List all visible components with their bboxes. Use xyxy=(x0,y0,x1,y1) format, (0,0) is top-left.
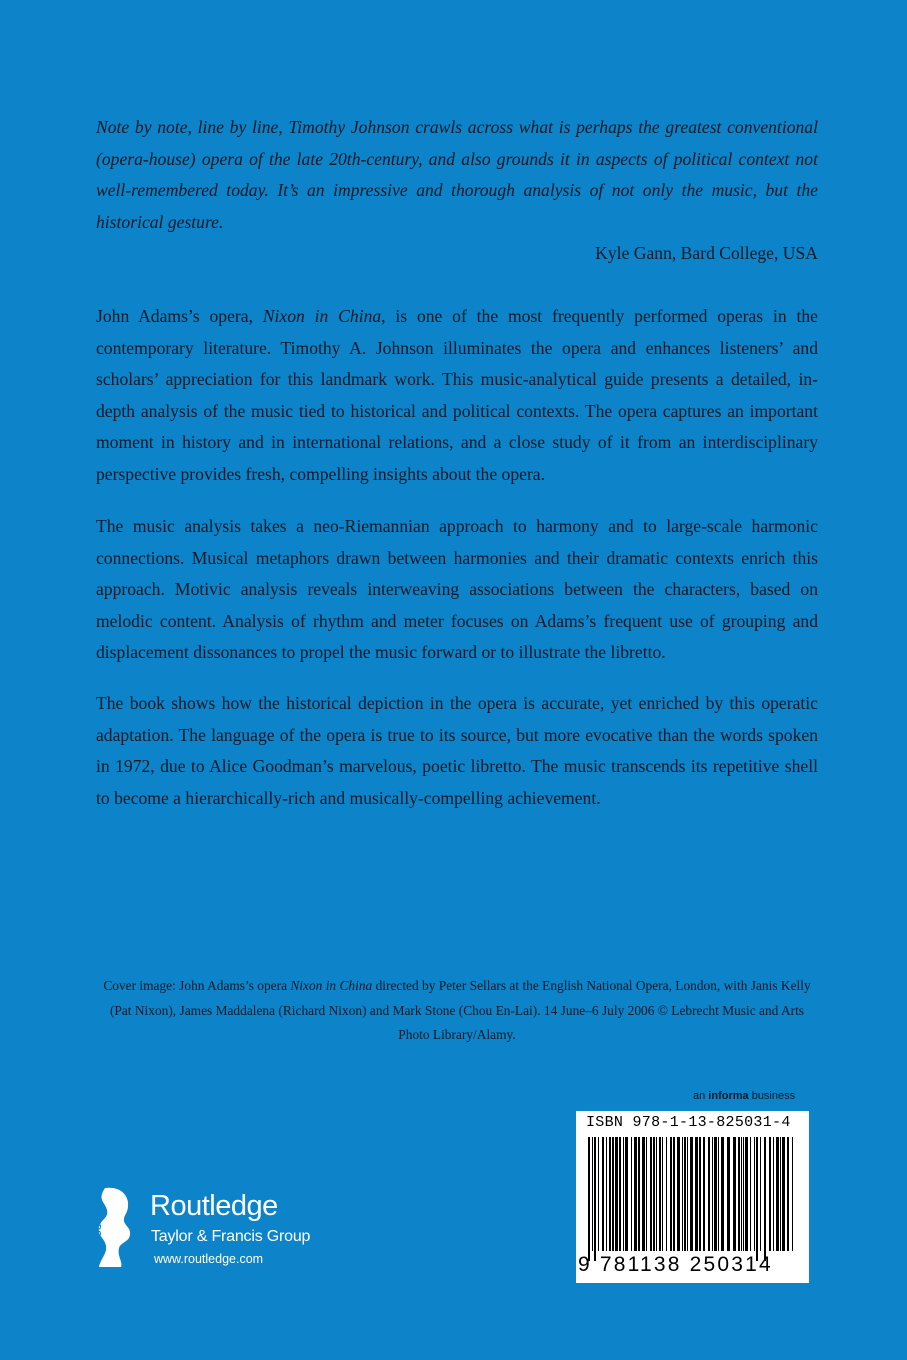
barcode-bar xyxy=(592,1137,593,1251)
barcode-bar xyxy=(631,1137,632,1251)
barcode-bar xyxy=(782,1137,785,1251)
barcode-bar xyxy=(642,1137,645,1251)
barcode-bar xyxy=(588,1137,590,1261)
informa-business-tag xyxy=(693,1090,795,1102)
isbn-number: ISBN 978-1-13-825031-4 xyxy=(586,1114,791,1131)
credit-text-end: directed by Peter Sellars at the English National Opera, London, with Janis Kelly (Pat Nixon), James Maddalena (Richard Nixon) and Mark Stone (Chou En-Lai). 14 June–6 July 2006 © Lebrecht Music and Arts Photo Library/Alamy. xyxy=(109,978,811,1042)
barcode-bar xyxy=(769,1137,771,1251)
barcode-bar xyxy=(776,1137,779,1251)
barcode-bar xyxy=(733,1137,736,1251)
barcode-bar xyxy=(756,1137,758,1261)
barcode-bar xyxy=(714,1137,717,1251)
barcode-bar xyxy=(703,1137,705,1251)
barcode-bar xyxy=(760,1137,761,1251)
p1-text-start: John Adams’s opera, xyxy=(96,306,263,326)
barcode-bar xyxy=(602,1137,604,1251)
review-quote: Note by note, line by line, Timothy Johnson crawls across what is perhaps the greatest conventional (opera-house) opera of the late 20th-century, and also grounds it in aspects of political context not well-remembered today. It’s an impressive and thorough analysis of not only the music, but the historical gesture. xyxy=(96,117,818,232)
barcode-bar xyxy=(699,1137,701,1251)
barcode-bar xyxy=(615,1137,618,1251)
routledge-logo xyxy=(89,1186,349,1276)
routledge-vertical-wordmark: ROUTLEDGE xyxy=(93,1189,103,1243)
barcode-bar xyxy=(682,1137,683,1251)
barcode-bar xyxy=(780,1137,781,1251)
barcode-bar xyxy=(712,1137,713,1251)
barcode-bar xyxy=(684,1137,686,1251)
barcode-bar xyxy=(708,1137,710,1251)
barcode-bar xyxy=(792,1137,793,1251)
barcode-bar xyxy=(687,1137,688,1251)
barcode-bar xyxy=(653,1137,655,1251)
ean-digits: 9 781138 250314 xyxy=(578,1253,773,1276)
barcode-bar xyxy=(718,1137,719,1251)
barcode-bars xyxy=(588,1137,798,1261)
cover-image-credit xyxy=(96,974,818,1048)
barcode-bar xyxy=(764,1137,766,1261)
isbn-barcode xyxy=(576,1111,809,1283)
barcode-bar xyxy=(638,1137,640,1251)
publisher-group: Taylor & Francis Group xyxy=(151,1228,311,1245)
barcode-bar xyxy=(594,1137,596,1261)
barcode-bar xyxy=(787,1137,789,1251)
barcode-bar xyxy=(662,1137,663,1251)
barcode-bar xyxy=(659,1137,661,1251)
barcode-bar xyxy=(741,1137,742,1251)
barcode-bar xyxy=(754,1137,755,1251)
barcode-bar xyxy=(609,1137,611,1251)
informa-prefix: an xyxy=(693,1090,709,1102)
routledge-head-icon xyxy=(89,1186,135,1268)
barcode-bar xyxy=(773,1137,774,1251)
barcode-bar xyxy=(619,1137,621,1251)
publisher-url: www.routledge.com xyxy=(154,1252,264,1266)
barcode-bar xyxy=(738,1137,740,1251)
p1-text-end: , is one of the most frequently performed operas in the contemporary literature. Timothy A. Johnson illuminates the opera and enhances listeners’ and scholars’ appreciation for this landmark work. This music-analytical guide presents a detailed, in-depth analysis of the music tied to historical and political contexts. The opera captures an important moment in history and in international relations, and a close study of it from an interdisciplinary perspective provides fresh, compelling insights about the opera. xyxy=(96,306,818,484)
barcode-bar xyxy=(634,1137,637,1251)
barcode-bar xyxy=(727,1137,730,1251)
barcode-bar xyxy=(745,1137,748,1251)
description-paragraph-2: The music analysis takes a neo-Riemannian approach to harmony and to large-scale harmonic connections. Musical metaphors drawn between harmonies and their dramatic contexts enrich this approach. Motivic analysis reveals interweaving associations between the characters, based on melodic content. Analysis of rhythm and meter focuses on Adams’s frequent use of grouping and displacement dissonances to propel the music forward or to illustrate the libretto. xyxy=(96,516,818,662)
informa-suffix: business xyxy=(748,1090,796,1102)
barcode-bar xyxy=(743,1137,744,1251)
barcode-bar xyxy=(612,1137,614,1251)
barcode-bar xyxy=(606,1137,607,1251)
informa-brand: informa xyxy=(708,1090,749,1102)
publisher-name: Routledge xyxy=(150,1190,278,1222)
barcode-bar xyxy=(625,1137,628,1251)
barcode-bar xyxy=(690,1137,693,1251)
review-attribution: Kyle Gann, Bard College, USA xyxy=(595,243,818,263)
barcode-bar xyxy=(623,1137,624,1251)
credit-opera-title: Nixon in China xyxy=(290,978,373,993)
barcode-bar xyxy=(656,1137,657,1251)
credit-text-start: Cover image: John Adams’s opera xyxy=(103,978,291,993)
description-paragraph-1 xyxy=(96,301,818,490)
barcode-bar xyxy=(666,1137,667,1251)
barcode-bar xyxy=(670,1137,672,1251)
barcode-bar xyxy=(598,1137,599,1251)
barcode-bar xyxy=(677,1137,680,1251)
barcode-bar xyxy=(721,1137,724,1251)
p1-opera-title: Nixon in China xyxy=(262,306,382,326)
barcode-bar xyxy=(695,1137,698,1251)
barcode-bar xyxy=(646,1137,647,1251)
barcode-bar xyxy=(650,1137,652,1251)
barcode-bar xyxy=(673,1137,675,1251)
description-paragraph-3: The book shows how the historical depiction in the opera is accurate, yet enriched by this operatic adaptation. The language of the opera is true to its source, but more evocative than the words spoken in 1972, due to Alice Goodman’s marvelous, poetic libretto. The music transcends its repetitive shell to become a hierarchically-rich and musically-compelling achievement. xyxy=(96,693,818,808)
barcode-bar xyxy=(750,1137,751,1251)
